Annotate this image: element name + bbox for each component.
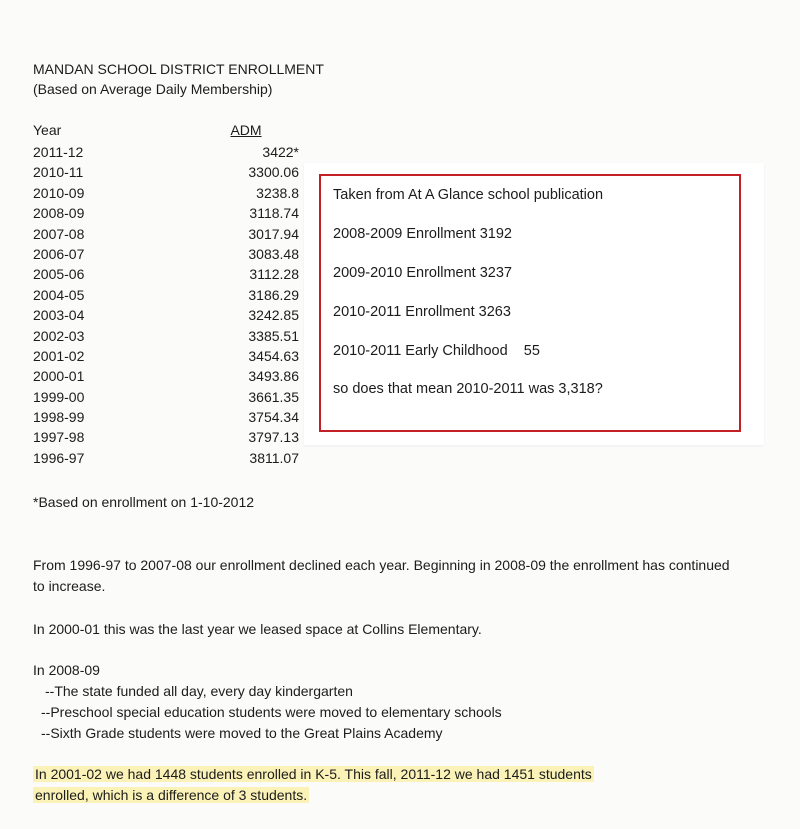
adm-cell: 3300.06 <box>248 164 299 181</box>
list-item: --The state funded all day, every day kindergarten <box>45 683 353 699</box>
highlighted-text: In 2001-02 we had 1448 students enrolled in K-5. This fall, 2011-12 we had 1451 students <box>35 766 592 782</box>
table-row <box>33 408 299 428</box>
year-cell: 1997-98 <box>33 429 85 446</box>
table-row <box>33 327 299 347</box>
list-item: --Sixth Grade students were moved to the Great Plains Academy <box>41 725 443 741</box>
adm-cell: 3422* <box>262 144 299 160</box>
table-row <box>33 388 299 408</box>
adm-cell: 3186.29 <box>248 286 299 303</box>
paragraph-collins-elementary: In 2000-01 this was the last year we leased space at Collins Elementary. <box>33 621 482 637</box>
year-cell: 2007-08 <box>33 225 85 242</box>
table-row <box>33 428 299 448</box>
highlighted-paragraph <box>33 764 733 806</box>
table-row <box>33 265 299 285</box>
year-cell: 2003-04 <box>33 307 85 324</box>
year-cell: 2006-07 <box>33 245 85 262</box>
adm-cell: 3112.28 <box>249 266 299 283</box>
box-line: 2010-2011 Enrollment 3263 <box>333 304 511 320</box>
table-row <box>33 204 299 224</box>
year-cell: 2002-03 <box>33 327 85 344</box>
year-cell: 2010-09 <box>33 184 85 201</box>
adm-cell: 3083.48 <box>248 245 299 262</box>
table-row <box>33 225 299 245</box>
adm-cell: 3754.34 <box>248 409 299 426</box>
table-row <box>33 367 299 387</box>
adm-cell: 3242.85 <box>248 307 299 324</box>
table-row <box>33 449 299 469</box>
list-item: --Preschool special education students were moved to elementary schools <box>41 704 502 720</box>
table-row <box>33 143 299 163</box>
table-row <box>33 286 299 306</box>
year-cell: 2001-02 <box>33 347 85 364</box>
table-footnote: *Based on enrollment on 1-10-2012 <box>33 494 255 510</box>
year-cell: 2008-09 <box>33 205 85 222</box>
year-cell: 1999-00 <box>33 388 85 405</box>
adm-cell: 3385.51 <box>248 327 299 344</box>
year-cell: 2011-12 <box>33 144 84 160</box>
document-subtitle: (Based on Average Daily Membership) <box>33 81 273 97</box>
paragraph-2008-09-changes <box>33 660 733 744</box>
adm-cell: 3238.8 <box>256 184 299 201</box>
year-column-header: Year <box>33 122 62 138</box>
box-line: Taken from At A Glance school publication <box>333 187 604 203</box>
paragraph-intro: In 2008-09 <box>33 662 100 678</box>
table-row <box>33 163 299 183</box>
year-cell: 1996-97 <box>33 449 85 466</box>
adm-cell: 3493.86 <box>248 368 299 385</box>
table-row <box>33 184 299 204</box>
year-cell: 1998-99 <box>33 409 85 426</box>
paragraph-enrollment-trend: From 1996-97 to 2007-08 our enrollment declined each year. Beginning in 2008-09 the enrollment has continued to increase. <box>33 557 730 594</box>
adm-cell: 3118.74 <box>249 205 299 222</box>
highlighted-text: enrolled, which is a difference of 3 students. <box>35 787 308 803</box>
table-row <box>33 306 299 326</box>
year-cell: 2010-11 <box>33 164 84 181</box>
publication-note-box <box>319 174 741 432</box>
box-line: 2009-2010 Enrollment 3237 <box>333 265 512 281</box>
document-title: MANDAN SCHOOL DISTRICT ENROLLMENT <box>33 61 324 77</box>
box-line: 2010-2011 Early Childhood 55 <box>333 343 540 359</box>
enrollment-table <box>33 143 299 469</box>
adm-cell: 3797.13 <box>248 429 299 446</box>
box-line: 2008-2009 Enrollment 3192 <box>333 226 512 242</box>
box-line: so does that mean 2010-2011 was 3,318? <box>333 381 603 397</box>
adm-cell: 3661.35 <box>248 388 299 405</box>
adm-cell: 3454.63 <box>248 347 299 364</box>
adm-column-header: ADM <box>230 122 262 138</box>
adm-cell: 3811.07 <box>249 449 299 466</box>
year-cell: 2005-06 <box>33 266 85 283</box>
year-cell: 2000-01 <box>33 368 85 385</box>
table-row <box>33 245 299 265</box>
year-cell: 2004-05 <box>33 286 85 303</box>
table-row <box>33 347 299 367</box>
adm-cell: 3017.94 <box>248 225 299 242</box>
